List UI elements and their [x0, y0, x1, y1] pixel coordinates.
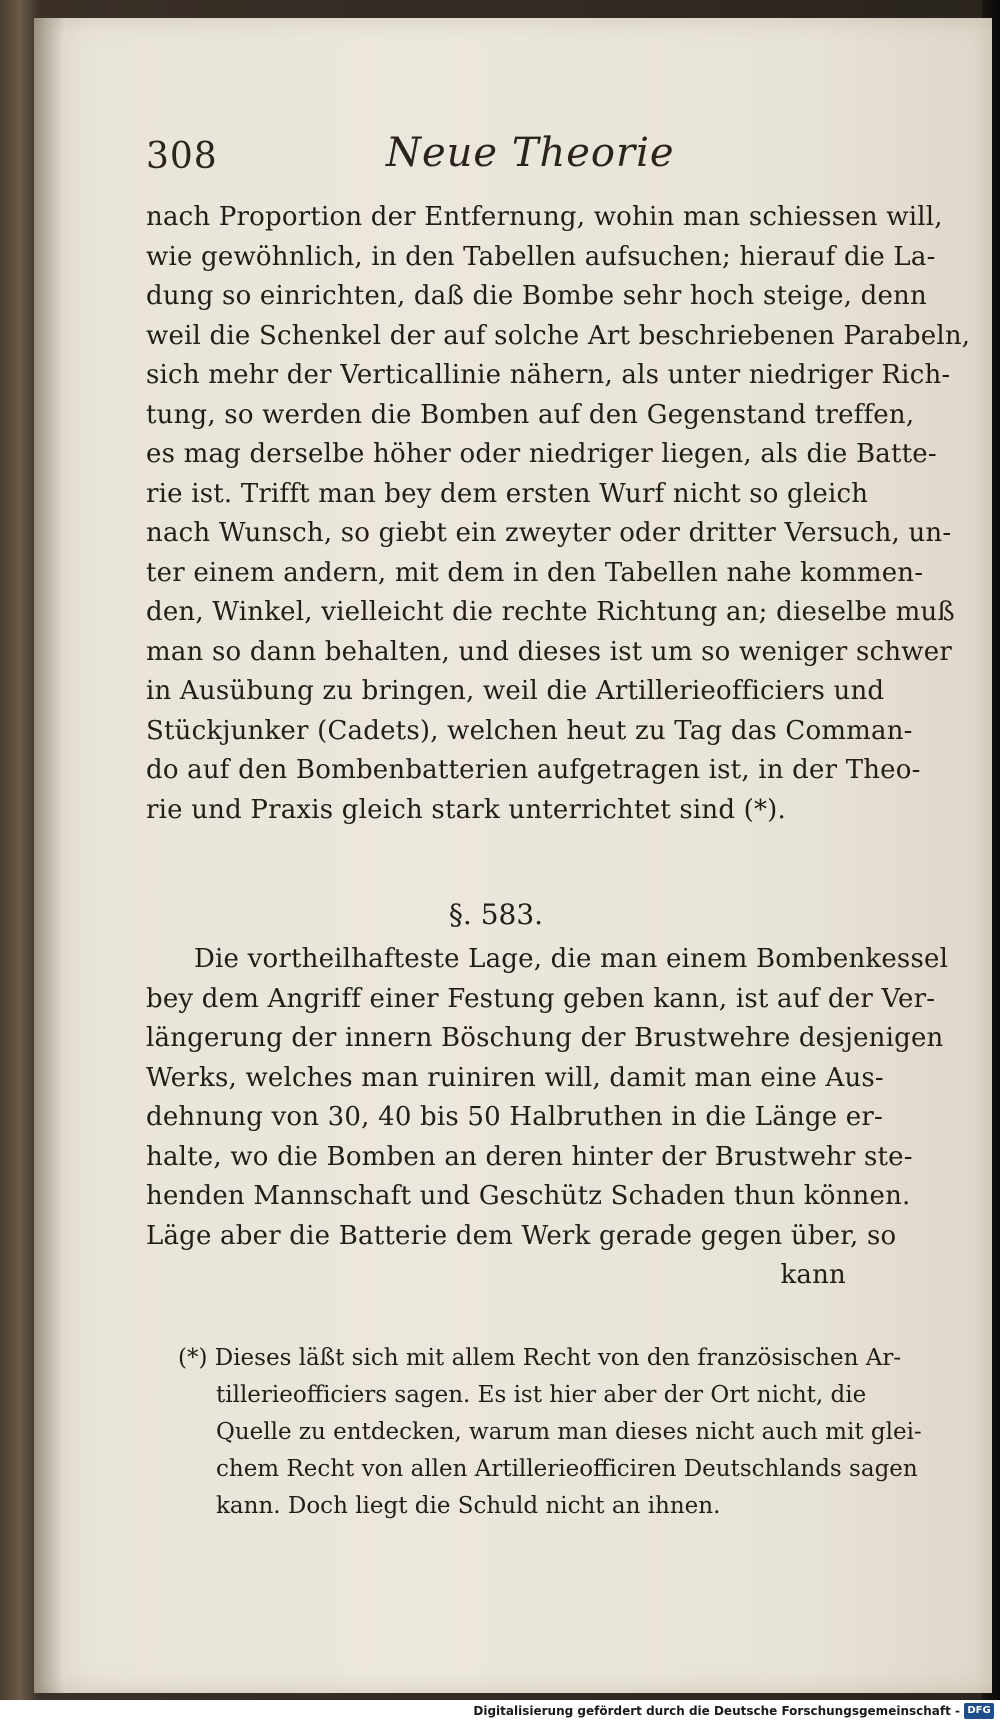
- text-line: sich mehr der Verticallinie nähern, als unter niedriger Rich-: [146, 360, 951, 390]
- page-number: 308: [146, 136, 218, 177]
- text-line: den, Winkel, vielleicht die rechte Richtung an; dieselbe muß: [146, 597, 955, 627]
- text-line: dehnung von 30, 40 bis 50 Halbruthen in die Länge er-: [146, 1102, 883, 1132]
- text-line: do auf den Bombenbatterien aufgetragen ist, in der Theo-: [146, 755, 921, 785]
- text-line: nach Proportion der Entfernung, wohin man schiessen will,: [146, 202, 943, 232]
- text-line: Stückjunker (Cadets), welchen heut zu Tag das Comman-: [146, 715, 913, 746]
- text-line: Die vortheilhafteste Lage, die man einem Bombenkessel: [194, 944, 949, 974]
- paragraph-1: [146, 198, 971, 830]
- dfg-logo: DFG: [964, 1703, 994, 1719]
- text-line: bey dem Angriff einer Festung geben kann, ist auf der Ver-: [146, 983, 936, 1014]
- text-line: weil die Schenkel der auf solche Art beschriebenen Parabeln,: [146, 320, 971, 351]
- text-line: halte, wo die Bomben an deren hinter der Brustwehr ste-: [146, 1141, 913, 1172]
- text-line: dung so einrichten, daß die Bombe sehr hoch steige, denn: [146, 281, 927, 311]
- text-line: in Ausübung zu bringen, weil die Artillerieofficiers und: [146, 676, 885, 706]
- paragraph-2: [146, 940, 949, 1296]
- section-heading: §. 583.: [448, 898, 544, 931]
- page-header: [146, 128, 846, 188]
- gutter-shadow: [34, 18, 64, 1693]
- text-line: wie gewöhnlich, in den Tabellen aufsuchen; hierauf die La-: [146, 241, 936, 272]
- footnote-line: (*) Dieses läßt sich mit allem Recht von den französischen Ar-: [178, 1345, 902, 1371]
- text-line: nach Wunsch, so giebt ein zweyter oder dritter Versuch, un-: [146, 518, 952, 548]
- text-line: rie und Praxis gleich stark unterrichtet sind (*).: [146, 794, 786, 825]
- text-line: es mag derselbe höher oder niedriger liegen, als die Batte-: [146, 439, 937, 469]
- footnote-line: chem Recht von allen Artillerieofficiren Deutschlands sagen: [216, 1456, 918, 1482]
- footnote-line: kann. Doch liegt die Schuld nicht an ihnen.: [216, 1493, 721, 1519]
- text-line: man so dann behalten, und dieses ist um so weniger schwer: [146, 636, 952, 667]
- footer-bar: [0, 1700, 1000, 1724]
- running-head: Neue Theorie: [386, 130, 675, 176]
- footnote: [178, 1340, 922, 1525]
- text-line: längerung der innern Böschung der Brustwehre desjenigen: [146, 1023, 944, 1053]
- text-line: rie ist. Trifft man bey dem ersten Wurf nicht so gleich: [146, 478, 869, 509]
- text-line: henden Mannschaft und Geschütz Schaden thun können.: [146, 1181, 911, 1211]
- text-line: tung, so werden die Bomben auf den Gegenstand treffen,: [146, 399, 915, 430]
- text-line: Läge aber die Batterie dem Werk gerade gegen über, so: [146, 1220, 897, 1251]
- text-line: Werks, welches man ruiniren will, damit man eine Aus-: [146, 1062, 884, 1093]
- catchword: kann: [780, 1260, 846, 1290]
- footnote-line: Quelle zu entdecken, warum man dieses nicht auch mit glei-: [216, 1419, 922, 1445]
- text-line: ter einem andern, mit dem in den Tabellen nahe kommen-: [146, 557, 924, 588]
- footnote-line: tillerieofficiers sagen. Es ist hier aber der Ort nicht, die: [216, 1382, 867, 1408]
- funding-notice: Digitalisierung gefördert durch die Deutsche Forschungsgemeinschaft -: [473, 1704, 960, 1718]
